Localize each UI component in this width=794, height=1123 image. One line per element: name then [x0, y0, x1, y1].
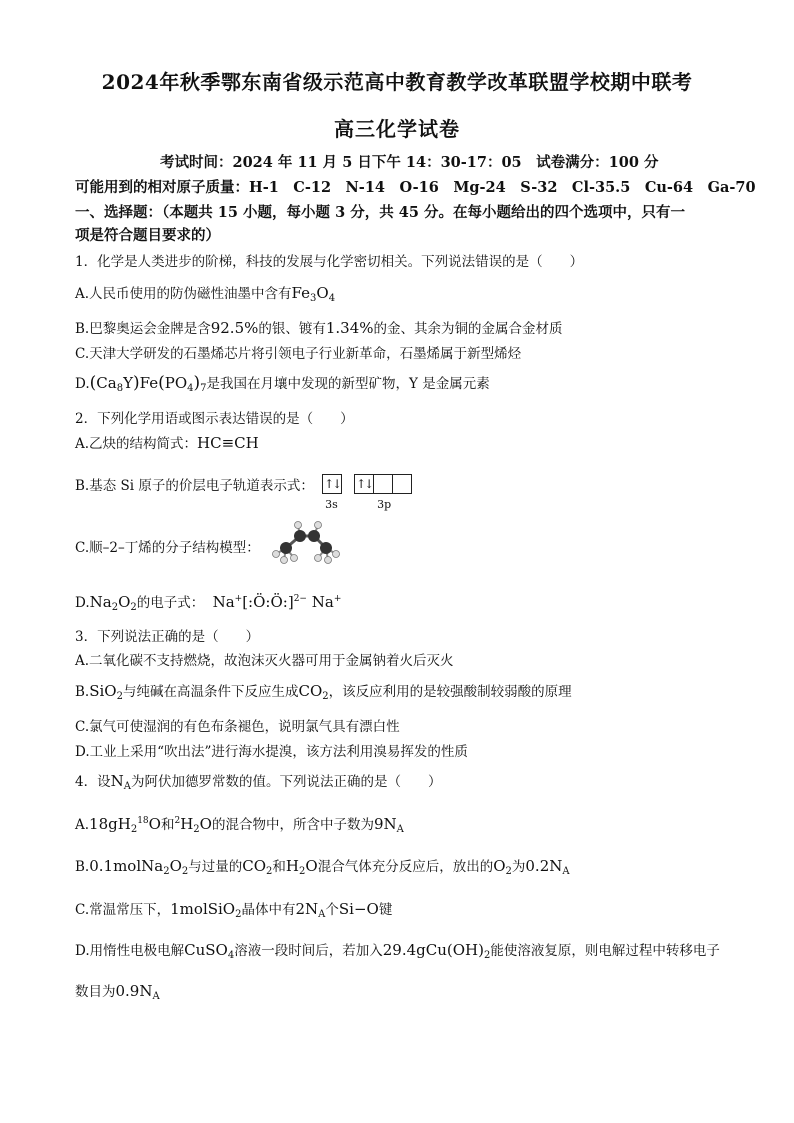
exam-info: 考试时间：2024 年 11 月 5 日下午 14：30-17：05 试卷满分：100 分 [160, 154, 659, 171]
peroxide-electron-formula: Na+[:Ö:Ö:]$^{2-}$ Na+ [212, 593, 342, 611]
q1-option-c: C.天津大学研发的石墨烯芯片将引领电子行业新革命，石墨烯属于新型烯烃 [75, 346, 522, 362]
q4-option-c: C.常温常压下，1molSiO$_2$晶体中有$2N_A$个Si−O键 [75, 900, 393, 920]
q1-stem: 1．化学是人类进步的阶梯，科技的发展与化学密切相关。下列说法错误的是（ ） [75, 254, 584, 270]
q4-option-d: D.用惰性电极电解CuSO$_4$溶液一段时间后，若加入$29.4gCu(OH)_2$能使溶液复原，则电解过程中转移电子 [75, 941, 720, 961]
q3-option-d: D.工业上采用“吹出法”进行海水提溴，该方法利用溴易挥发的性质 [75, 744, 468, 760]
exam-subtitle: 高三化学试卷 [334, 117, 460, 141]
orbital-3p-2 [373, 474, 393, 494]
q4-option-b: $B.0.1molNa_2O_2$与过量的$CO_2$和$H_2O$混合气体充分反应后，放出的$O_2$为$0.2N_A$ [75, 857, 570, 877]
q3-stem: 3．下列说法正确的是（ ） [75, 629, 260, 645]
q1-option-b: B.巴黎奥运会金牌是含92.5%的银、镀有1.34%的金、其余为铜的金属合金材质 [75, 319, 563, 337]
orbital-3s: ↑↓ [322, 474, 342, 494]
q4-option-a: $A.18gH_2^{18}O$和$^2H_2O$的混合物中，所含中子数为$9N_A$ [75, 815, 404, 835]
q2-option-c: C.顺–2–丁烯的分子结构模型： [75, 540, 260, 556]
orbital-diagram: ↑↓ ↑↓ 3s 3p [322, 474, 428, 494]
q2-option-b: B.基态 Si 原子的价层电子轨道表示式： ↑↓ ↑↓ 3s 3p [75, 474, 428, 494]
mineral-formula: $(Ca_8Y)Fe(PO_4)_7$ [89, 373, 207, 394]
q1-option-a: A.人民币使用的防伪磁性油墨中含有$Fe_3O_4$ [75, 284, 336, 304]
cis-2-butene-model [268, 520, 342, 566]
atomic-masses: 可能用到的相对原子质量：H-1 C-12 N-14 O-16 Mg-24 S-32 Cl-35.5 Cu-64 Ga-70 [75, 179, 756, 196]
q2-option-d: $D.Na_2O_2$的电子式： Na+[:Ö:Ö:]$^{2-}$ Na+ [75, 593, 342, 613]
q2-option-a: A.乙炔的结构简式：HC≡CH [75, 434, 259, 452]
section-instructions-2: 项是符合题目要求的） [75, 227, 220, 244]
q2-stem: 2．下列化学用语或图示表达错误的是（ ） [75, 411, 354, 427]
q4-option-d-cont: 数目为$0.9N_A$ [75, 982, 160, 1002]
q4-stem: 4．设$N_A$为阿伏加德罗常数的值。下列说法正确的是（ ） [75, 772, 442, 792]
q3-option-a: A.二氧化碳不支持燃烧，故泡沫灭火器可用于金属钠着火后灭火 [75, 653, 454, 669]
q3-option-b: B.SiO$_2$与纯碱在高温条件下反应生成$CO_2$，该反应利用的是较强酸制较弱酸的原理 [75, 682, 572, 702]
orbital-3p-1: ↑↓ [354, 474, 374, 494]
orbital-3p-3 [392, 474, 412, 494]
exam-title: 2024年秋季鄂东南省级示范高中教育教学改革联盟学校期中联考 [101, 70, 693, 94]
q3-option-c: C.氯气可使湿润的有色布条褪色，说明氯气具有漂白性 [75, 719, 400, 735]
section-instructions-1: 一、选择题：（本题共 15 小题，每小题 3 分，共 45 分。在每小题给出的四个选项中，只有一 [75, 204, 685, 221]
q1-option-d: $D.(Ca_8Y)Fe(PO_4)_7$是我国在月壤中发现的新型矿物，Y 是金属元素 [75, 373, 490, 394]
